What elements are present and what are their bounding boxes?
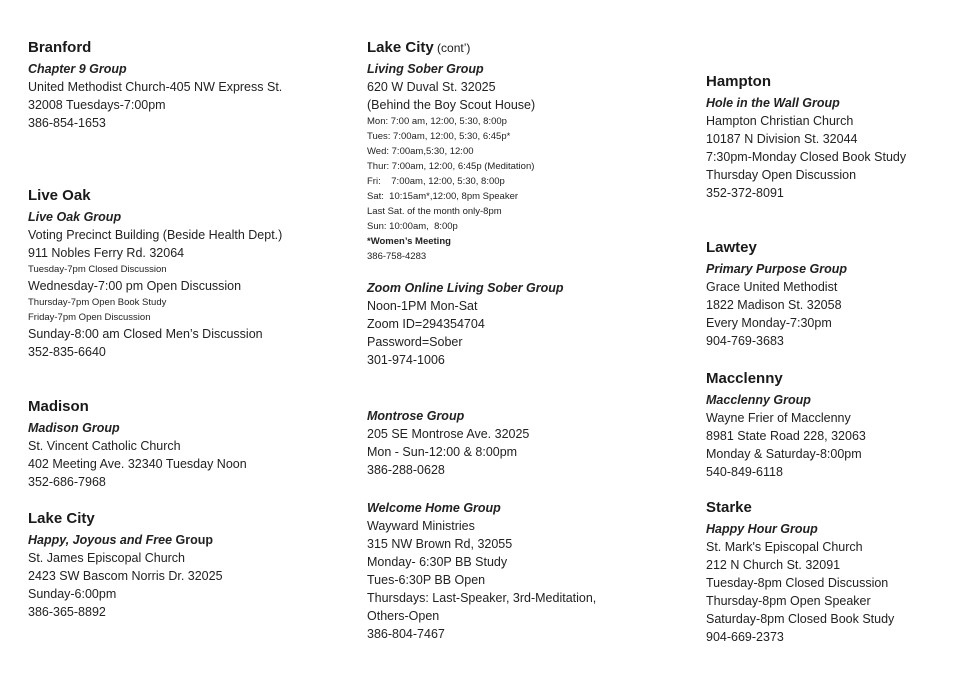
city-name: Starke bbox=[706, 499, 752, 516]
listing-detail-line: Grace United Methodist bbox=[706, 280, 838, 294]
group-name-text: Macclenny Group bbox=[706, 393, 811, 407]
meeting-listing bbox=[367, 39, 667, 264]
group-name-text: Madison Group bbox=[28, 421, 120, 435]
meeting-listing bbox=[28, 510, 328, 621]
listing-detail-line: Wayne Frier of Macclenny bbox=[706, 411, 851, 425]
listing-detail-line: 352-835-6640 bbox=[28, 345, 106, 359]
listing-detail-line: Thursday-8pm Open Speaker bbox=[706, 594, 871, 608]
listing-detail-line: St. Vincent Catholic Church bbox=[28, 439, 181, 453]
group-name-text: Chapter 9 Group bbox=[28, 62, 127, 76]
city-name: Hampton bbox=[706, 73, 771, 90]
listing-detail-line: 10187 N Division St. 32044 bbox=[706, 132, 858, 146]
city-name: Macclenny bbox=[706, 370, 783, 387]
listing-detail-line: 540-849-6118 bbox=[706, 465, 783, 479]
listing-detail-line: Monday- 6:30P BB Study bbox=[367, 555, 508, 569]
listing-detail-line: 1822 Madison St. 32058 bbox=[706, 298, 842, 312]
city-heading bbox=[706, 239, 968, 257]
listing-detail-line: St. James Episcopal Church bbox=[28, 551, 186, 565]
listing-detail-line: Tues: 7:00am, 12:00, 5:30, 6:45p* bbox=[367, 131, 511, 142]
listing-detail-line: 386-758-4283 bbox=[367, 251, 427, 262]
group-name-text: Happy, Joyous and Free bbox=[28, 533, 173, 547]
meeting-listing bbox=[706, 370, 968, 481]
listing-detail-line: (Behind the Boy Scout House) bbox=[367, 98, 536, 112]
listing-detail-line: 315 NW Brown Rd, 32055 bbox=[367, 537, 513, 551]
listing-detail-line: 386-288-0628 bbox=[367, 463, 445, 477]
listing-detail-line: 301-974-1006 bbox=[367, 353, 445, 367]
group-name-text: Hole in the Wall Group bbox=[706, 96, 840, 110]
meeting-listing bbox=[28, 187, 328, 361]
listing-detail-line: Sun: 10:00am, 8:00p bbox=[367, 221, 458, 232]
continued-note: (cont’) bbox=[433, 41, 471, 55]
group-name bbox=[706, 520, 968, 538]
listing-detail-line: Password=Sober bbox=[367, 335, 463, 349]
listing-detail-line: 904-769-3683 bbox=[706, 334, 784, 348]
listing-detail-line: St. Mark's Episcopal Church bbox=[706, 540, 863, 554]
listing-detail-line: Tuesday-8pm Closed Discussion bbox=[706, 576, 889, 590]
listing-detail-line: Voting Precinct Building (Beside Health Dept.) bbox=[28, 228, 283, 242]
group-name bbox=[706, 391, 968, 409]
group-name bbox=[706, 260, 968, 278]
city-heading bbox=[706, 73, 968, 91]
listing-detail-line: 7:30pm-Monday Closed Book Study bbox=[706, 150, 907, 164]
listing-detail-line: Thursdays: Last-Speaker, 3rd-Meditation, bbox=[367, 591, 597, 605]
meeting-listing bbox=[706, 239, 968, 350]
listing-detail-line: Zoom ID=294354704 bbox=[367, 317, 485, 331]
listing-detail-line: Others-Open bbox=[367, 609, 440, 623]
city-heading bbox=[28, 398, 328, 416]
group-name-text: Live Oak Group bbox=[28, 210, 122, 224]
meeting-listing bbox=[28, 39, 328, 132]
meeting-listing bbox=[367, 279, 667, 369]
listing-detail-line: 205 SE Montrose Ave. 32025 bbox=[367, 427, 530, 441]
listing-detail-line: Mon - Sun-12:00 & 8:00pm bbox=[367, 445, 518, 459]
group-name-text: Happy Hour Group bbox=[706, 522, 818, 536]
listing-detail-line: 911 Nobles Ferry Rd. 32064 bbox=[28, 246, 185, 260]
city-name: Madison bbox=[28, 398, 89, 415]
group-name bbox=[367, 60, 667, 78]
listing-detail-line: 2423 SW Bascom Norris Dr. 32025 bbox=[28, 569, 223, 583]
city-name: Lake City bbox=[367, 39, 434, 56]
listing-detail-line: Sunday-8:00 am Closed Men’s Discussion bbox=[28, 327, 263, 341]
city-heading bbox=[28, 510, 328, 528]
listing-detail-line: Fri: 7:00am, 12:00, 5:30, 8:00p bbox=[367, 176, 505, 187]
listing-detail-line: Hampton Christian Church bbox=[706, 114, 854, 128]
group-name-suffix: Group bbox=[172, 533, 213, 547]
city-heading bbox=[28, 187, 328, 205]
listing-detail-line: 32008 Tuesdays-7:00pm bbox=[28, 98, 166, 112]
listing-detail-line: 620 W Duval St. 32025 bbox=[367, 80, 496, 94]
listing-detail-line: Wayward Ministries bbox=[367, 519, 475, 533]
group-name-text: Primary Purpose Group bbox=[706, 262, 848, 276]
listing-detail-line: 8981 State Road 228, 32063 bbox=[706, 429, 866, 443]
listing-detail-line: Sat: 10:15am*,12:00, 8pm Speaker bbox=[367, 191, 519, 202]
listing-detail-line: Tuesday-7pm Closed Discussion bbox=[28, 264, 167, 275]
listing-detail-line: 386-365-8892 bbox=[28, 605, 106, 619]
city-name: Lawtey bbox=[706, 239, 757, 256]
city-name: Branford bbox=[28, 39, 92, 56]
listing-detail-line: Thursday Open Discussion bbox=[706, 168, 857, 182]
group-name bbox=[28, 208, 328, 226]
group-name-text: Living Sober Group bbox=[367, 62, 484, 76]
listing-detail-line: 402 Meeting Ave. 32340 Tuesday Noon bbox=[28, 457, 247, 471]
group-name-text: Welcome Home Group bbox=[367, 501, 501, 515]
listing-detail-line: Every Monday-7:30pm bbox=[706, 316, 832, 330]
meeting-listing bbox=[706, 73, 968, 202]
listing-detail-line: 212 N Church St. 32091 bbox=[706, 558, 841, 572]
listing-detail-line: Wednesday-7:00 pm Open Discussion bbox=[28, 279, 242, 293]
listing-detail-line: Saturday-8pm Closed Book Study bbox=[706, 612, 895, 626]
group-name bbox=[367, 279, 667, 297]
listing-detail-line: Mon: 7:00 am, 12:00, 5:30, 8:00p bbox=[367, 116, 507, 127]
group-name bbox=[367, 499, 667, 517]
listing-detail-line: 904-669-2373 bbox=[706, 630, 784, 644]
group-name bbox=[706, 94, 968, 112]
city-heading bbox=[706, 370, 968, 388]
listing-detail-line: 386-804-7467 bbox=[367, 627, 445, 641]
listing-detail-line: *Women’s Meeting bbox=[367, 236, 451, 247]
group-name bbox=[28, 419, 328, 437]
listing-detail-line: Thur: 7:00am, 12:00, 6:45p (Meditation) bbox=[367, 161, 535, 172]
listing-detail-line: Last Sat. of the month only-8pm bbox=[367, 206, 502, 217]
listing-detail-line: Tues-6:30P BB Open bbox=[367, 573, 486, 587]
listing-detail-line: 352-372-8091 bbox=[706, 186, 784, 200]
group-name-text: Montrose Group bbox=[367, 409, 465, 423]
meeting-listing bbox=[367, 499, 667, 643]
listing-detail-line: Monday & Saturday-8:00pm bbox=[706, 447, 862, 461]
listing-detail-line: Wed: 7:00am,5:30, 12:00 bbox=[367, 146, 474, 157]
listing-detail-line: Thursday-7pm Open Book Study bbox=[28, 297, 167, 308]
listing-detail-line: Noon-1PM Mon-Sat bbox=[367, 299, 478, 313]
meeting-listing bbox=[367, 407, 667, 479]
city-heading bbox=[367, 39, 667, 57]
city-name: Lake City bbox=[28, 510, 95, 527]
meeting-listing bbox=[706, 499, 968, 646]
listing-detail-line: 386-854-1653 bbox=[28, 116, 106, 130]
listing-detail-line: 352-686-7968 bbox=[28, 475, 106, 489]
group-name bbox=[28, 531, 328, 549]
city-heading bbox=[706, 499, 968, 517]
group-name bbox=[28, 60, 328, 78]
listing-detail-line: Friday-7pm Open Discussion bbox=[28, 312, 151, 323]
group-name bbox=[367, 407, 667, 425]
listing-detail-line: Sunday-6:00pm bbox=[28, 587, 117, 601]
city-heading bbox=[28, 39, 328, 57]
city-name: Live Oak bbox=[28, 187, 91, 204]
group-name-text: Zoom Online Living Sober Group bbox=[367, 281, 564, 295]
meeting-listing bbox=[28, 398, 328, 491]
listing-detail-line: United Methodist Church-405 NW Express St. bbox=[28, 80, 283, 94]
